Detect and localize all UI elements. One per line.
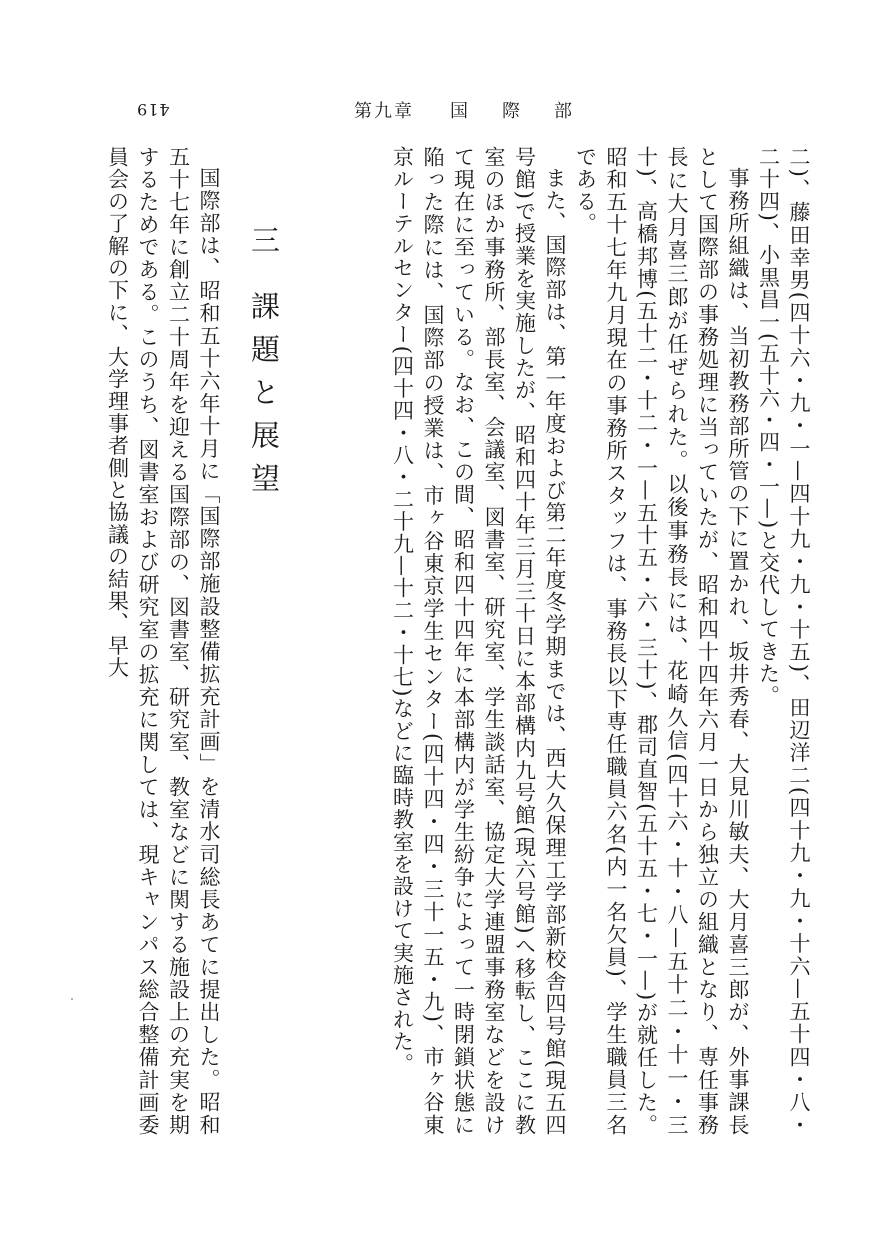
paragraph: 二)、藤田幸男(四十六・九・一—四十九・九・十五)、田辺洋二(四十九・九・十六—五十四・八・二十四)、小黒昌一(五十六・四・一—)と交代してきた。 <box>756 146 811 1136</box>
paragraph: 国際部は、昭和五十六年十月に「国際部施設整備拡充計画」を清水司総長あてに提出した。昭和五十七年に創立二十周年を迎える国際部の、図書室、研究室、教室などに関する施設上の充実を期するためである。このうち、図書室および研究室の拡充に関しては、現キャンパス総合整備計画委員会の了解の下に、大学理事者側と協議の結果、早大 <box>105 146 221 1136</box>
section-heading: 三 課題と展望 <box>247 225 281 507</box>
page-number: 419 <box>136 100 170 119</box>
section-label: 国際部 <box>450 101 606 122</box>
paragraph: 事務所組織は、当初教務部所管の下に置かれ、坂井秀春、大見川敏夫、大月喜三郎が、外事課長として国際部の事務処理に当っていたが、昭和四十四年六月一日から独立の組織となり、専任事務長に大月喜三郎が任ぜられた。以後事務長には、花崎久信(四十六・十・八—五十二・十一・三十)、高橋邦博(五十二・十二・一—五十五・六・三十)、郡司直智(五十五・七・一—)が就任した。昭和五十七年九月現在の事務所スタッフは、事務長以下専任職員六名(内一名欠員)、学生職員三名である。 <box>573 146 750 1136</box>
chapter-label: 第九章 <box>354 101 414 122</box>
paragraph: また、国際部は、第一年度および第二年度冬学期までは、西大久保理工学部新校舎四号館(現五四号館)で授業を実施したが、昭和四十年三月三十日に本部構内九号館(現六号館)へ移転し、ここに教室のほか事務所、部長室、会議室、図書室、研究室、学生談話室、協定大学連盟事務室などを設けて現在に至っている。なお、この間、昭和四十四年に本部構内が学生紛争によって一時閉鎖状態に陥った際には、国際部の授業は、市ヶ谷東京学生センター(四十四・四・三十一五・九)、市ヶ谷東京ルーテルセンター(四十四・八・二十九—十二・十七)などに臨時教室を設けて実施された。 <box>390 146 567 1136</box>
lower-text-block <box>94 146 224 1136</box>
upper-text-block <box>374 146 814 1136</box>
scan-speck <box>71 998 73 1000</box>
